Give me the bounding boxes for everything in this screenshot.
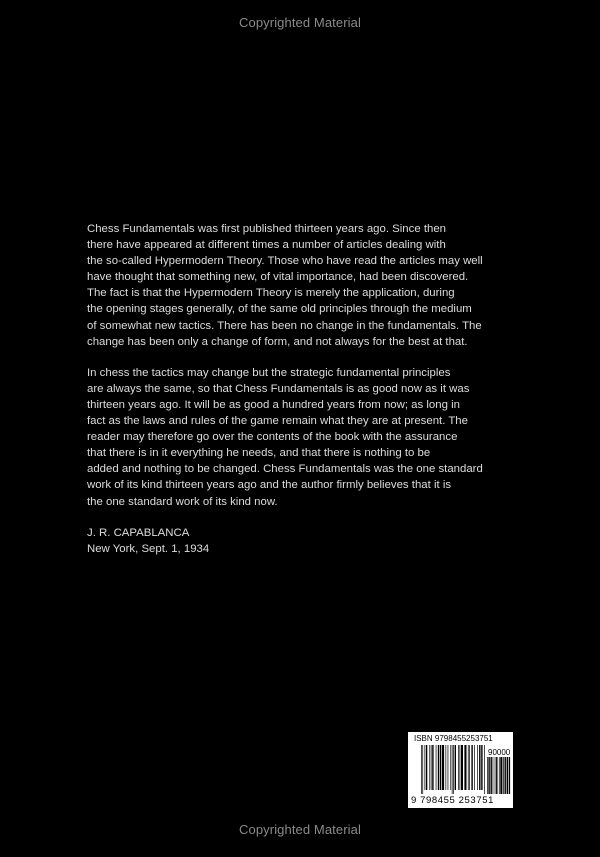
price-code: 90000 <box>488 748 511 757</box>
text-line: that there is in it everything he needs, and that there is nothing to be <box>87 447 431 460</box>
text-line: the so-called Hypermodern Theory. Those who have read the articles may well <box>87 255 483 268</box>
ean-digits: 9 798455 253751 <box>411 795 494 806</box>
author-name: J. R. CAPABLANCA <box>87 526 190 539</box>
barcode-bars-addon <box>487 757 511 795</box>
isbn-barcode <box>408 732 513 808</box>
text-line: work of its kind thirteen years ago and the author firmly believes that it is <box>87 479 452 492</box>
text-line: the opening stages generally, of the same old principles through the medium <box>87 303 472 316</box>
text-line: fact as the laws and rules of the game remain what they are at present. The <box>87 415 468 428</box>
signature-block <box>87 525 527 557</box>
text-line: In chess the tactics may change but the strategic fundamental principles <box>87 366 451 379</box>
paragraph-2 <box>87 365 527 510</box>
text-line: The fact is that the Hypermodern Theory is merely the application, during <box>87 287 455 300</box>
text-line: have thought that something new, of vital importance, had been discovered. <box>87 271 469 284</box>
text-line: added and nothing to be changed. Chess Fundamentals was the one standard <box>87 463 483 476</box>
foreword-text <box>87 221 527 557</box>
text-line: reader may therefore go over the contents of the book with the assurance <box>87 431 458 444</box>
isbn-label: ISBN 9798455253751 <box>414 734 493 743</box>
place-date: New York, Sept. 1, 1934 <box>87 542 210 555</box>
copyright-watermark-bottom: Copyrighted Material <box>239 822 361 837</box>
barcode-bars-main <box>421 745 485 795</box>
text-line: there have appeared at different times a number of articles dealing with <box>87 239 446 252</box>
paragraph-1 <box>87 221 527 350</box>
text-line: of somewhat new tactics. There has been no change in the fundamentals. The <box>87 319 482 332</box>
text-line: Chess Fundamentals was first published thirteen years ago. Since then <box>87 223 446 235</box>
copyright-watermark-top: Copyrighted Material <box>239 15 361 30</box>
text-line: change has been only a change of form, and not always for the best at that. <box>87 335 468 348</box>
text-line: thirteen years ago. It will be as good a hundred years from now; as long in <box>87 398 460 411</box>
text-line: the one standard work of its kind now. <box>87 495 278 508</box>
text-line: are always the same, so that Chess Fundamentals is as good now as it was <box>87 382 470 395</box>
